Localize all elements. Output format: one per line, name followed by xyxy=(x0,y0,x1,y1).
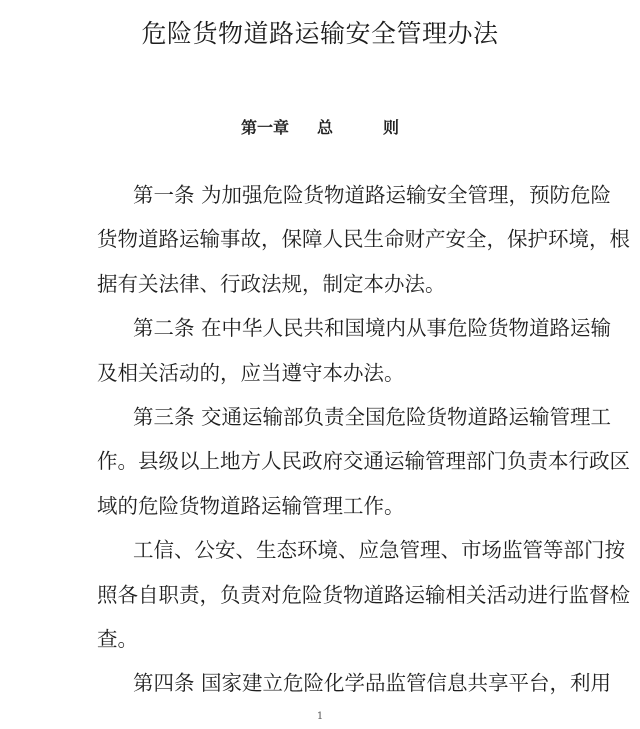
article-3-line-1: 第三条 交通运输部负责全国危险货物道路运输管理工 xyxy=(133,404,612,429)
article-3-line-3: 域的危险货物道路运输管理工作。 xyxy=(97,493,405,518)
article-1-line-1: 第一条 为加强危险货物道路运输安全管理，预防危险 xyxy=(133,183,612,207)
chapter-heading xyxy=(0,113,640,143)
chapter-name-part2: 则 xyxy=(383,118,400,137)
article-1-line-2: 货物道路运输事故，保障人民生命财产安全，保护环境，根 xyxy=(97,227,630,252)
article-3-para-2-line-1: 工信、公安、生态环境、应急管理、市场监管等部门按 xyxy=(133,538,625,563)
article-4-line-1: 第四条 国家建立危险化学品监管信息共享平台，利用 xyxy=(133,671,612,696)
document-body xyxy=(97,173,630,706)
article-2-line-2: 及相关活动的，应当遵守本办法。 xyxy=(97,360,405,385)
article-3-para-2-line-3: 查。 xyxy=(97,626,138,651)
document-title: 危险货物道路运输安全管理办法 xyxy=(141,19,499,48)
article-2-line-1: 第二条 在中华人民共和国境内从事危险货物道路运输 xyxy=(133,316,612,341)
chapter-name-part1: 总 xyxy=(316,118,333,137)
page-number: 1 xyxy=(316,711,324,722)
article-3-para-2-line-2: 照各自职责，负责对危险货物道路运输相关活动进行监督检 xyxy=(97,582,630,607)
article-3-line-2: 作。县级以上地方人民政府交通运输管理部门负责本行政区 xyxy=(97,449,630,474)
article-1-line-3: 据有关法律、行政法规，制定本办法。 xyxy=(97,271,446,296)
chapter-number: 第一章 xyxy=(240,118,289,137)
